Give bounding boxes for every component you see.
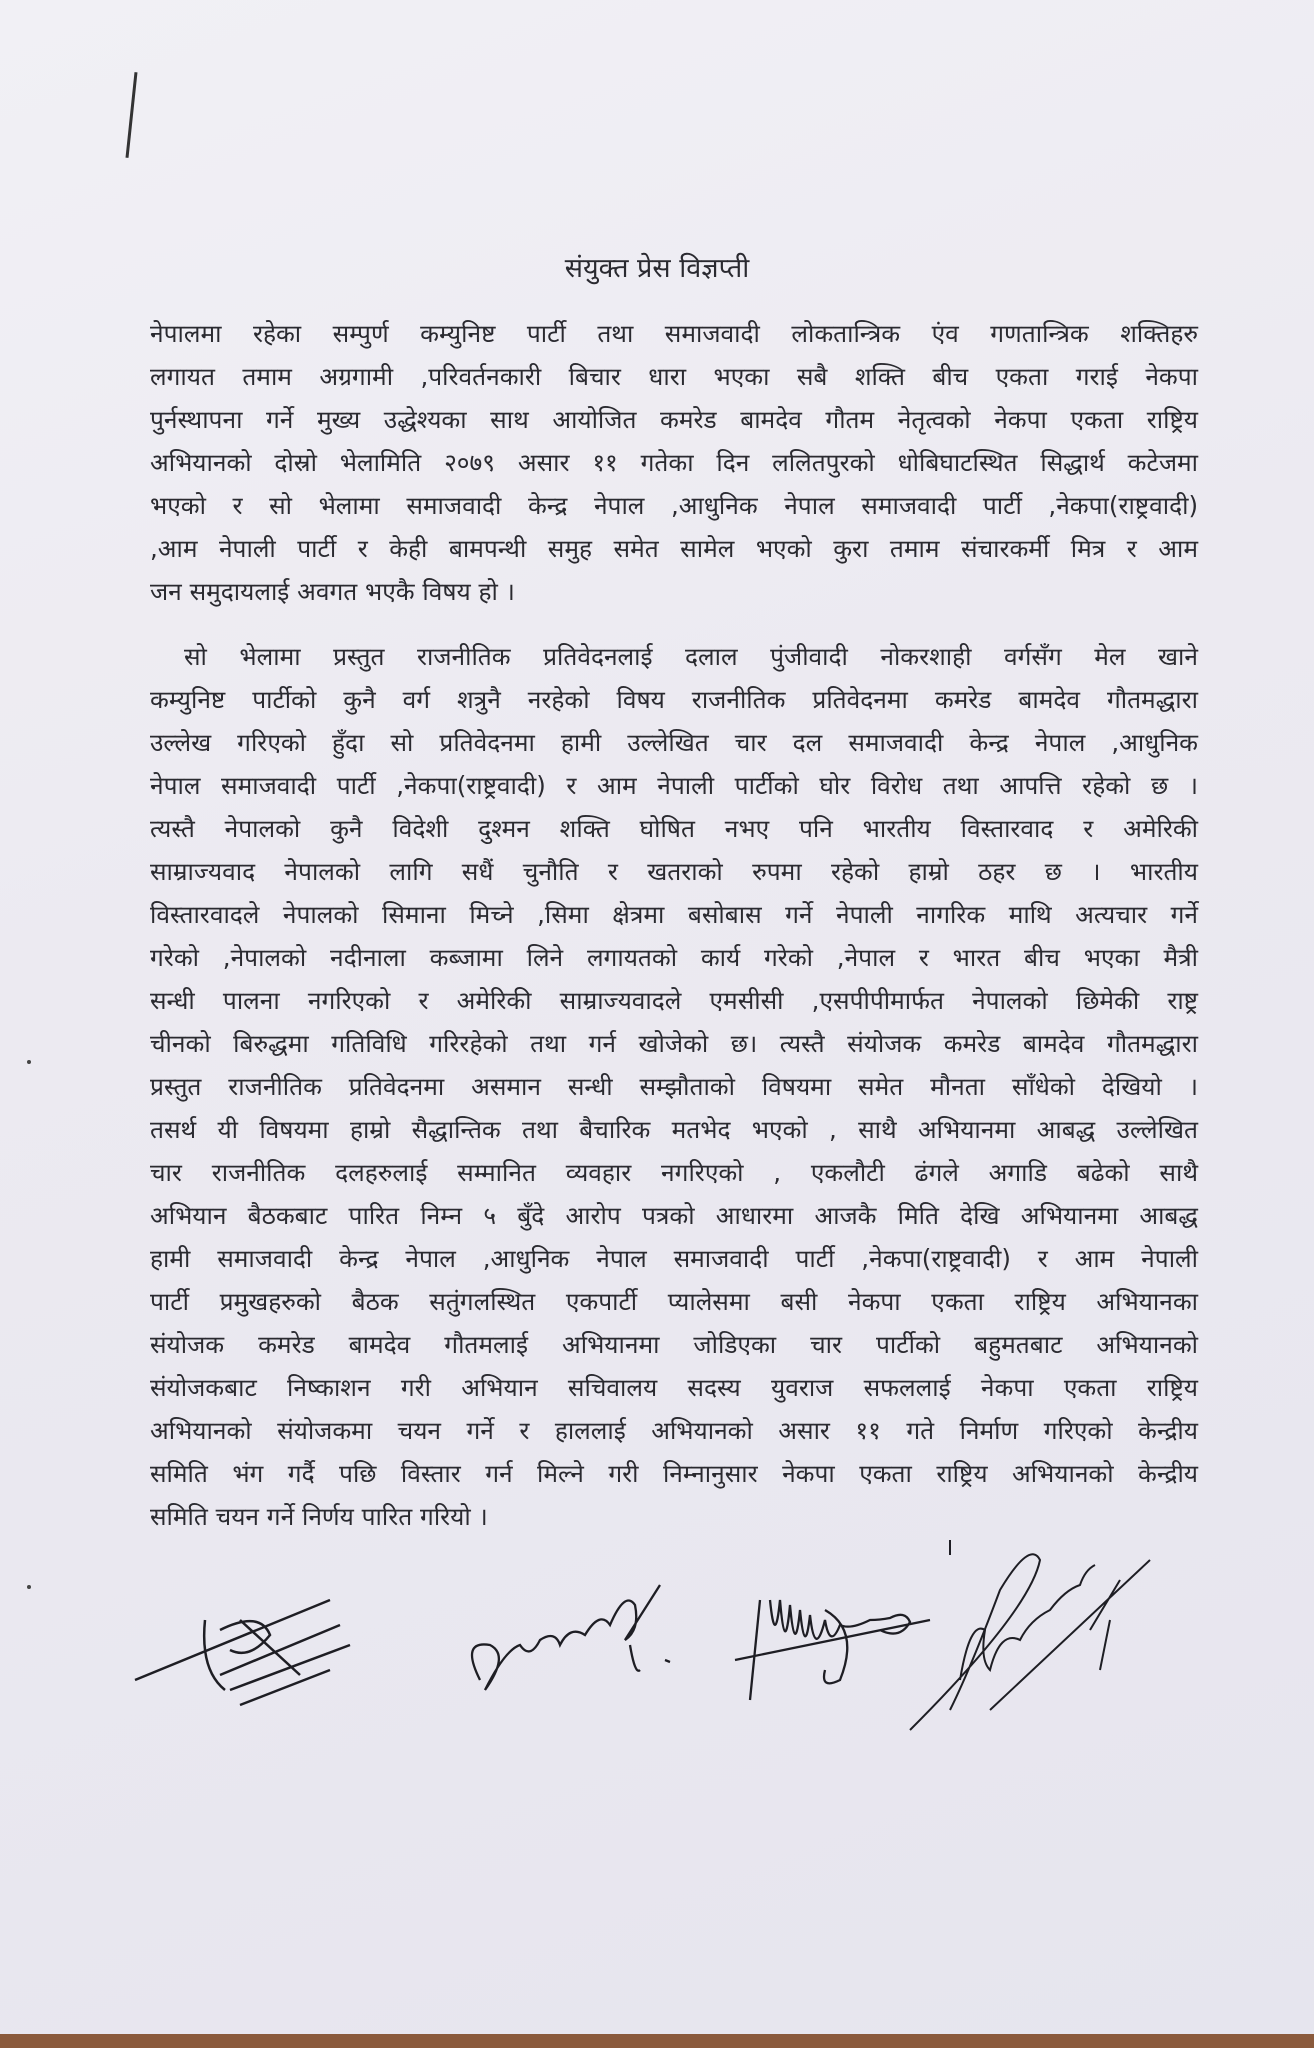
paragraph-1 [150,312,1198,613]
text-line: त्यस्तै नेपालको कुनै विदेशी दुश्मन शक्ति घोषित नभए पनि भारतीय विस्तारवाद र अमेरिकी [150,814,1198,843]
text-line: पुर्नस्थापना गर्ने मुख्य उद्धेश्यका साथ आयोजित कमरेड बामदेव गौतम नेतृत्वको नेकपा एकता राष्ट्रिय [150,405,1198,434]
text-line: प्रस्तुत राजनीतिक प्रतिवेदनमा असमान सन्धी सम्झौताको विषयमा समेत मौनता साँधेको देखियो । [150,1072,1198,1101]
text-line: हामी समाजवादी केन्द्र नेपाल ,आधुनिक नेपाल समाजवादी पार्टी ,नेकपा(राष्ट्रवादी) र आम नेपाली [150,1244,1198,1273]
text-line: चार राजनीतिक दलहरुलाई सम्मानित व्यवहार नगरिएको , एकलौटी ढंगले अगाडि बढेको साथै [150,1158,1198,1187]
signature-2 [460,1550,720,1710]
text-line: अभियानको दोस्रो भेलामिति २०७९ असार ११ गतेका दिन ललितपुरको धोबिघाटस्थित सिद्धार्थ कटेजमा [150,448,1198,477]
text-line: अभियान बैठकबाट पारित निम्न ५ बुँदे आरोप पत्रको आधारमा आजकै मिति देखि अभियानमा आबद्ध [150,1201,1198,1230]
text-line: संयोजक कमरेड बामदेव गौतमलाई अभियानमा जोडिएका चार पार्टीको बहुमतबाट अभियानको [150,1330,1198,1359]
text-line: लगायत तमाम अग्रगामी ,परिवर्तनकारी बिचार धारा भएका सबै शक्ति बीच एकता गराई नेकपा [150,362,1198,391]
text-line: ,आम नेपाली पार्टी र केही बामपन्थी समुह समेत सामेल भएको कुरा तमाम संचारकर्मी मित्र र आम [150,534,1198,563]
text-line: भएको र सो भेलामा समाजवादी केन्द्र नेपाल ,आधुनिक नेपाल समाजवादी पार्टी ,नेकपा(राष्ट्रवादी) [150,491,1198,520]
text-line: चीनको बिरुद्धमा गतिविधि गरिरहेको तथा गर्न खोजेको छ। त्यस्तै संयोजक कमरेड बामदेव गौतमद्धारा [150,1029,1198,1058]
paper-speck [27,1585,31,1589]
text-line: नेपाल समाजवादी पार्टी ,नेकपा(राष्ट्रवादी) र आम नेपाली पार्टीको घोर विरोध तथा आपत्ति रहेको छ । [150,771,1198,800]
text-line: समिति भंग गर्दै पछि विस्तार गर्न मिल्ने गरी निम्नानुसार नेकपा एकता राष्ट्रिय अभियानको केन्द्रीय [150,1459,1198,1488]
document-title: संयुक्त प्रेस विज्ञप्ती [564,253,750,284]
signature-1 [130,1580,360,1710]
paper-speck [27,1060,31,1064]
text-line: समिति चयन गर्ने निर्णय पारित गरियो । [150,1502,488,1531]
text-line: साम्राज्यवाद नेपालको लागि सधैं चुनौति र खतराको रुपमा रहेको हाम्रो ठहर छ । भारतीय [150,857,1198,886]
text-line: जन समुदायलाई अवगत भएकै विषय हो । [150,577,515,606]
text-line: सन्धी पालना नगरिएको र अमेरिकी साम्राज्यवादले एमसीसी ,एसपीपीमार्फत नेपालको छिमेकी राष्ट्र [150,986,1198,1015]
text-line: सो भेलामा प्रस्तुत राजनीतिक प्रतिवेदनलाई दलाल पुंजीवादी नोकरशाही वर्गसँग मेल खाने [184,642,1198,671]
text-line: नेपालमा रहेका सम्पुर्ण कम्युनिष्ट पार्टी तथा समाजवादी लोकतान्त्रिक एंव गणतान्त्रिक शक्तिहरु [150,319,1198,348]
text-line: पार्टी प्रमुखहरुको बैठक सतुंगलस्थित एकपार्टी प्यालेसमा बसी नेकपा एकता राष्ट्रिय अभियानका [150,1287,1198,1316]
text-line: उल्लेख गरिएको हुँदा सो प्रतिवेदनमा हामी उल्लेखित चार दल समाजवादी केन्द्र नेपाल ,आधुनिक [150,728,1198,757]
pen-mark [126,72,138,158]
paragraph-2 [150,635,1198,1538]
text-line: अभियानको संयोजकमा चयन गर्ने र हाललाई अभियानको असार ११ गते निर्माण गरिएको केन्द्रीय [150,1416,1198,1445]
text-line: कम्युनिष्ट पार्टीको कुनै वर्ग शत्रुनै नरहेको विषय राजनीतिक प्रतिवेदनमा कमरेड बामदेव गौतमद्धारा [150,685,1198,714]
text-line: संयोजकबाट निष्काशन गरी अभियान सचिवालय सदस्य युवराज सफललाई नेकपा एकता राष्ट्रिय [150,1373,1198,1402]
text-line: विस्तारवादले नेपालको सिमाना मिच्ने ,सिमा क्षेत्रमा बसोबास गर्ने नेपाली नागरिक माथि अत्यचार गर्ने [150,900,1198,929]
signatures [130,1540,1150,1730]
table-surface [0,2034,1314,2048]
text-line: तसर्थ यी विषयमा हाम्रो सैद्धान्तिक तथा बैचारिक मतभेद भएको , साथै अभियानमा आबद्ध उल्लेखित [150,1115,1198,1144]
text-line: गरेको ,नेपालको नदीनाला कब्जामा लिने लगायतको कार्य गरेको ,नेपाल र भारत बीच भएका मैत्री [150,943,1198,972]
signature-4 [890,1530,1170,1740]
